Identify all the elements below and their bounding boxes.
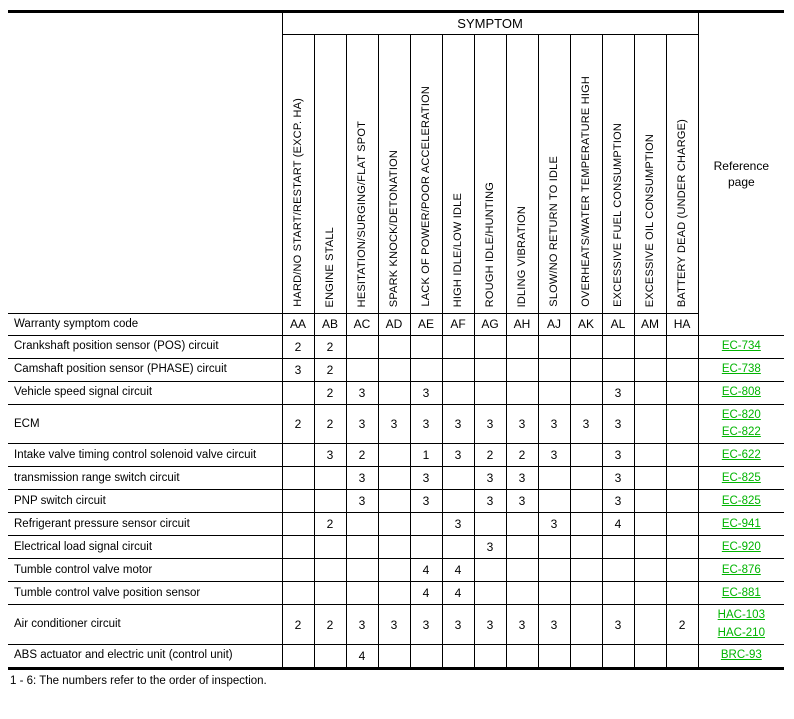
table-row [8, 536, 784, 559]
symptom-value-cell: 3 [538, 444, 570, 467]
symptom-column-label: EXCESSIVE OIL CONSUMPTION [644, 133, 656, 307]
warranty-code-row [8, 314, 784, 336]
symptom-value-cell: 3 [602, 381, 634, 404]
reference-cell [698, 582, 784, 605]
symptom-value-cell: 3 [474, 490, 506, 513]
symptom-value-cell [634, 536, 666, 559]
symptom-value-cell [282, 644, 314, 668]
symptom-value-cell [666, 513, 698, 536]
symptom-value-cell [634, 358, 666, 381]
symptom-value-cell [570, 536, 602, 559]
symptom-value-cell: 3 [602, 490, 634, 513]
symptom-column-header [346, 35, 378, 314]
symptom-value-cell [634, 467, 666, 490]
symptom-value-cell [282, 444, 314, 467]
reference-link[interactable]: EC-881 [721, 586, 761, 599]
table-row [8, 467, 784, 490]
symptom-column-header [570, 35, 602, 314]
symptom-value-cell [634, 605, 666, 645]
symptom-value-cell [570, 335, 602, 358]
symptom-value-cell [634, 381, 666, 404]
symptom-value-cell: 2 [282, 605, 314, 645]
symptom-value-cell [538, 358, 570, 381]
symptom-column-label: LACK OF POWER/POOR ACCELERATION [420, 86, 432, 307]
reference-cell [698, 490, 784, 513]
symptom-value-cell: 4 [442, 582, 474, 605]
symptom-value-cell: 3 [346, 490, 378, 513]
symptom-value-cell [282, 536, 314, 559]
symptom-value-cell [442, 536, 474, 559]
symptom-column-label: IDLING VIBRATION [516, 205, 528, 307]
symptom-value-cell: 3 [442, 444, 474, 467]
symptom-column-header [634, 35, 666, 314]
symptom-value-cell [410, 536, 442, 559]
symptom-value-cell: 3 [474, 467, 506, 490]
symptom-value-cell [378, 644, 410, 668]
symptom-value-cell [474, 358, 506, 381]
symptom-value-cell [570, 381, 602, 404]
table-row [8, 335, 784, 358]
symptom-value-cell [538, 335, 570, 358]
reference-cell [698, 605, 784, 645]
reference-link[interactable]: EC-825 [721, 494, 761, 507]
symptom-value-cell [666, 490, 698, 513]
symptom-column-label: ROUGH IDLE/HUNTING [484, 181, 496, 307]
symptom-value-cell: 4 [346, 644, 378, 668]
symptom-value-cell [314, 559, 346, 582]
symptom-value-cell: 3 [442, 513, 474, 536]
symptom-value-cell [474, 559, 506, 582]
symptom-value-cell [570, 444, 602, 467]
symptom-value-cell [314, 536, 346, 559]
symptom-value-cell: 2 [666, 605, 698, 645]
warranty-code-cell: AE [410, 314, 442, 336]
symptom-value-cell: 2 [314, 513, 346, 536]
symptom-value-cell: 3 [410, 404, 442, 444]
symptom-value-cell: 2 [474, 444, 506, 467]
row-label: Camshaft position sensor (PHASE) circuit [8, 358, 282, 381]
table-row [8, 381, 784, 404]
reference-cell [698, 335, 784, 358]
table-row [8, 513, 784, 536]
symptom-value-cell [442, 358, 474, 381]
symptom-column-header [410, 35, 442, 314]
symptom-value-cell: 4 [410, 582, 442, 605]
symptom-column-header [282, 35, 314, 314]
row-label: Intake valve timing control solenoid valve circuit [8, 444, 282, 467]
symptom-column-header [314, 35, 346, 314]
symptom-value-cell: 3 [378, 605, 410, 645]
table-row [8, 559, 784, 582]
symptom-value-cell [538, 536, 570, 559]
reference-link[interactable]: BRC-93 [720, 649, 762, 662]
symptom-value-cell [314, 467, 346, 490]
symptom-value-cell: 2 [314, 404, 346, 444]
footnote: 1 - 6: The numbers refer to the order of inspection. [10, 674, 267, 687]
symptom-value-cell: 3 [474, 605, 506, 645]
warranty-code-cell: AC [346, 314, 378, 336]
symptom-value-cell [634, 644, 666, 668]
symptom-value-cell: 3 [506, 467, 538, 490]
symptom-value-cell: 3 [410, 381, 442, 404]
reference-link[interactable]: HAC-210 [717, 626, 765, 639]
reference-link[interactable]: EC-808 [721, 386, 761, 399]
row-label: Tumble control valve motor [8, 559, 282, 582]
symptom-value-cell [634, 559, 666, 582]
symptom-value-cell [346, 536, 378, 559]
row-label: PNP switch circuit [8, 490, 282, 513]
symptom-value-cell: 3 [538, 605, 570, 645]
symptom-column-label: EXCESSIVE FUEL CONSUMPTION [612, 123, 624, 307]
symptom-value-cell [474, 513, 506, 536]
symptom-value-cell [570, 358, 602, 381]
table-row [8, 444, 784, 467]
symptom-column-header [442, 35, 474, 314]
symptom-value-cell [442, 335, 474, 358]
reference-page-header: Reference page [698, 12, 784, 336]
symptom-value-cell: 3 [474, 536, 506, 559]
symptom-value-cell [506, 559, 538, 582]
row-label: Air conditioner circuit [8, 605, 282, 645]
symptom-value-cell [410, 513, 442, 536]
reference-cell [698, 444, 784, 467]
symptom-value-cell: 2 [314, 605, 346, 645]
symptom-value-cell: 3 [570, 404, 602, 444]
symptom-column-header [474, 35, 506, 314]
symptom-value-cell: 2 [314, 335, 346, 358]
row-label: ABS actuator and electric unit (control unit) [8, 644, 282, 668]
symptom-value-cell [538, 381, 570, 404]
symptom-value-cell [666, 467, 698, 490]
symptom-column-label: BATTERY DEAD (UNDER CHARGE) [676, 118, 689, 307]
symptom-value-cell [474, 582, 506, 605]
symptom-value-cell [666, 444, 698, 467]
warranty-code-cell: AL [602, 314, 634, 336]
symptom-value-cell [602, 559, 634, 582]
reference-link[interactable]: EC-941 [721, 517, 761, 530]
symptom-column-header [378, 35, 410, 314]
warranty-code-cell: AF [442, 314, 474, 336]
symptom-value-cell [634, 444, 666, 467]
symptom-value-cell [666, 404, 698, 444]
symptom-value-cell [602, 536, 634, 559]
symptom-value-cell [314, 644, 346, 668]
symptom-value-cell [314, 582, 346, 605]
symptom-value-cell [570, 467, 602, 490]
symptom-value-cell [474, 335, 506, 358]
symptom-column-label: HARD/NO START/RESTART (EXCP. HA) [292, 98, 304, 307]
symptom-column-header [602, 35, 634, 314]
symptom-value-cell [538, 582, 570, 605]
row-label: Crankshaft position sensor (POS) circuit [8, 335, 282, 358]
symptom-header: SYMPTOM [282, 12, 698, 35]
symptom-value-cell [506, 381, 538, 404]
symptom-value-cell [570, 490, 602, 513]
row-label: Electrical load signal circuit [8, 536, 282, 559]
warranty-row-label: Warranty symptom code [8, 314, 282, 336]
symptom-value-cell: 1 [410, 444, 442, 467]
symptom-value-cell: 3 [346, 467, 378, 490]
warranty-code-cell: AG [474, 314, 506, 336]
symptom-value-cell: 3 [314, 444, 346, 467]
symptom-value-cell [666, 582, 698, 605]
symptom-value-cell [570, 582, 602, 605]
symptom-value-cell: 3 [410, 605, 442, 645]
symptom-value-cell [538, 559, 570, 582]
symptom-value-cell [666, 358, 698, 381]
table-row [8, 605, 784, 645]
symptom-column-label: SPARK KNOCK/DETONATION [388, 149, 400, 307]
symptom-value-cell [378, 358, 410, 381]
symptom-value-cell [634, 513, 666, 536]
symptom-value-cell [378, 490, 410, 513]
symptom-value-cell: 2 [282, 404, 314, 444]
warranty-code-cell: AJ [538, 314, 570, 336]
symptom-value-cell: 3 [602, 605, 634, 645]
row-label: ECM [8, 404, 282, 444]
symptom-value-cell: 2 [314, 358, 346, 381]
reference-link[interactable]: EC-825 [721, 471, 761, 484]
symptom-value-cell [346, 335, 378, 358]
symptom-value-cell [506, 513, 538, 536]
symptom-value-cell: 2 [314, 381, 346, 404]
symptom-value-cell [570, 605, 602, 645]
symptom-header-row [8, 12, 784, 35]
symptom-value-cell: 3 [442, 605, 474, 645]
symptom-column-label: HESITATION/SURGING/FLAT SPOT [356, 120, 368, 307]
symptom-value-cell [442, 381, 474, 404]
symptom-value-cell: 3 [410, 467, 442, 490]
symptom-value-cell [282, 582, 314, 605]
symptom-value-cell [634, 490, 666, 513]
symptom-column-header [538, 35, 570, 314]
row-label: Tumble control valve position sensor [8, 582, 282, 605]
symptom-value-cell: 3 [474, 404, 506, 444]
symptom-value-cell [634, 335, 666, 358]
symptom-diagnosis-table [8, 10, 784, 670]
table-row [8, 490, 784, 513]
symptom-value-cell: 2 [282, 335, 314, 358]
warranty-code-cell: AM [634, 314, 666, 336]
symptom-value-cell: 3 [602, 444, 634, 467]
symptom-column-header [506, 35, 538, 314]
symptom-value-cell [506, 536, 538, 559]
symptom-value-cell [346, 582, 378, 605]
row-label: Refrigerant pressure sensor circuit [8, 513, 282, 536]
symptom-value-cell [378, 582, 410, 605]
symptom-value-cell [602, 358, 634, 381]
reference-link[interactable]: HAC-103 [717, 609, 765, 622]
symptom-value-cell [570, 513, 602, 536]
table-row [8, 404, 784, 444]
symptom-value-cell: 2 [506, 444, 538, 467]
symptom-value-cell [474, 381, 506, 404]
reference-cell [698, 644, 784, 668]
symptom-value-cell [282, 381, 314, 404]
reference-link[interactable]: EC-820 [721, 408, 761, 421]
header-spacer-cell [8, 12, 282, 314]
symptom-value-cell: 4 [602, 513, 634, 536]
symptom-value-cell [410, 358, 442, 381]
symptom-value-cell: 3 [410, 490, 442, 513]
row-label: Vehicle speed signal circuit [8, 381, 282, 404]
symptom-value-cell [634, 582, 666, 605]
symptom-value-cell: 3 [282, 358, 314, 381]
symptom-column-label: SLOW/NO RETURN TO IDLE [548, 156, 560, 307]
symptom-value-cell [442, 467, 474, 490]
symptom-value-cell [378, 467, 410, 490]
reference-link[interactable]: EC-822 [721, 426, 761, 439]
reference-cell [698, 559, 784, 582]
reference-link[interactable]: EC-734 [721, 340, 761, 353]
symptom-value-cell [442, 490, 474, 513]
symptom-value-cell: 3 [506, 404, 538, 444]
warranty-code-cell: AD [378, 314, 410, 336]
symptom-value-cell [378, 381, 410, 404]
symptom-value-cell: 2 [346, 444, 378, 467]
symptom-value-cell: 3 [346, 605, 378, 645]
symptom-value-cell: 3 [346, 381, 378, 404]
symptom-value-cell [282, 490, 314, 513]
symptom-value-cell [666, 536, 698, 559]
symptom-value-cell [346, 559, 378, 582]
symptom-value-cell [506, 335, 538, 358]
symptom-value-cell [346, 358, 378, 381]
symptom-value-cell [314, 490, 346, 513]
symptom-value-cell [346, 513, 378, 536]
reference-cell [698, 381, 784, 404]
reference-cell [698, 536, 784, 559]
table-row [8, 358, 784, 381]
symptom-value-cell [506, 644, 538, 668]
symptom-value-cell [378, 536, 410, 559]
symptom-column-label: OVERHEATS/WATER TEMPERATURE HIGH [580, 76, 592, 307]
reference-cell [698, 358, 784, 381]
symptom-value-cell [602, 644, 634, 668]
symptom-value-cell: 3 [538, 404, 570, 444]
symptom-value-cell: 4 [442, 559, 474, 582]
symptom-value-cell [666, 559, 698, 582]
symptom-value-cell [602, 582, 634, 605]
symptom-value-cell [378, 335, 410, 358]
symptom-value-cell [378, 444, 410, 467]
reference-cell [698, 467, 784, 490]
symptom-column-header [666, 35, 698, 314]
reference-link[interactable]: EC-876 [721, 563, 761, 576]
symptom-value-cell [378, 513, 410, 536]
symptom-value-cell: 3 [442, 404, 474, 444]
symptom-value-cell [570, 559, 602, 582]
symptom-value-cell [538, 644, 570, 668]
warranty-code-cell: AB [314, 314, 346, 336]
reference-link[interactable]: EC-920 [721, 540, 761, 553]
symptom-value-cell: 3 [506, 605, 538, 645]
symptom-value-cell [570, 644, 602, 668]
warranty-code-cell: AK [570, 314, 602, 336]
symptom-column-label: ENGINE STALL [324, 226, 336, 307]
symptom-value-cell [282, 467, 314, 490]
symptom-value-cell [538, 490, 570, 513]
symptom-value-cell: 3 [506, 490, 538, 513]
reference-cell [698, 404, 784, 444]
symptom-value-cell [282, 559, 314, 582]
warranty-code-cell: AH [506, 314, 538, 336]
symptom-value-cell [634, 404, 666, 444]
table-row [8, 644, 784, 668]
symptom-value-cell [506, 358, 538, 381]
symptom-value-cell [602, 335, 634, 358]
warranty-code-cell: AA [282, 314, 314, 336]
symptom-value-cell [442, 644, 474, 668]
symptom-value-cell [666, 644, 698, 668]
symptom-value-cell [474, 644, 506, 668]
symptom-value-cell [378, 559, 410, 582]
warranty-code-cell: HA [666, 314, 698, 336]
symptom-value-cell: 4 [410, 559, 442, 582]
reference-cell [698, 513, 784, 536]
symptom-value-cell [666, 381, 698, 404]
symptom-value-cell [666, 335, 698, 358]
symptom-value-cell [282, 513, 314, 536]
symptom-value-cell [410, 335, 442, 358]
symptom-value-cell: 3 [378, 404, 410, 444]
symptom-value-cell [506, 582, 538, 605]
symptom-value-cell [410, 644, 442, 668]
symptom-value-cell [538, 467, 570, 490]
reference-link[interactable]: EC-738 [721, 363, 761, 376]
symptom-value-cell: 3 [602, 404, 634, 444]
symptom-value-cell: 3 [602, 467, 634, 490]
symptom-column-label: HIGH IDLE/LOW IDLE [452, 192, 464, 307]
symptom-value-cell: 3 [538, 513, 570, 536]
table-row [8, 582, 784, 605]
row-label: transmission range switch circuit [8, 467, 282, 490]
reference-link[interactable]: EC-622 [721, 448, 761, 461]
symptom-value-cell: 3 [346, 404, 378, 444]
